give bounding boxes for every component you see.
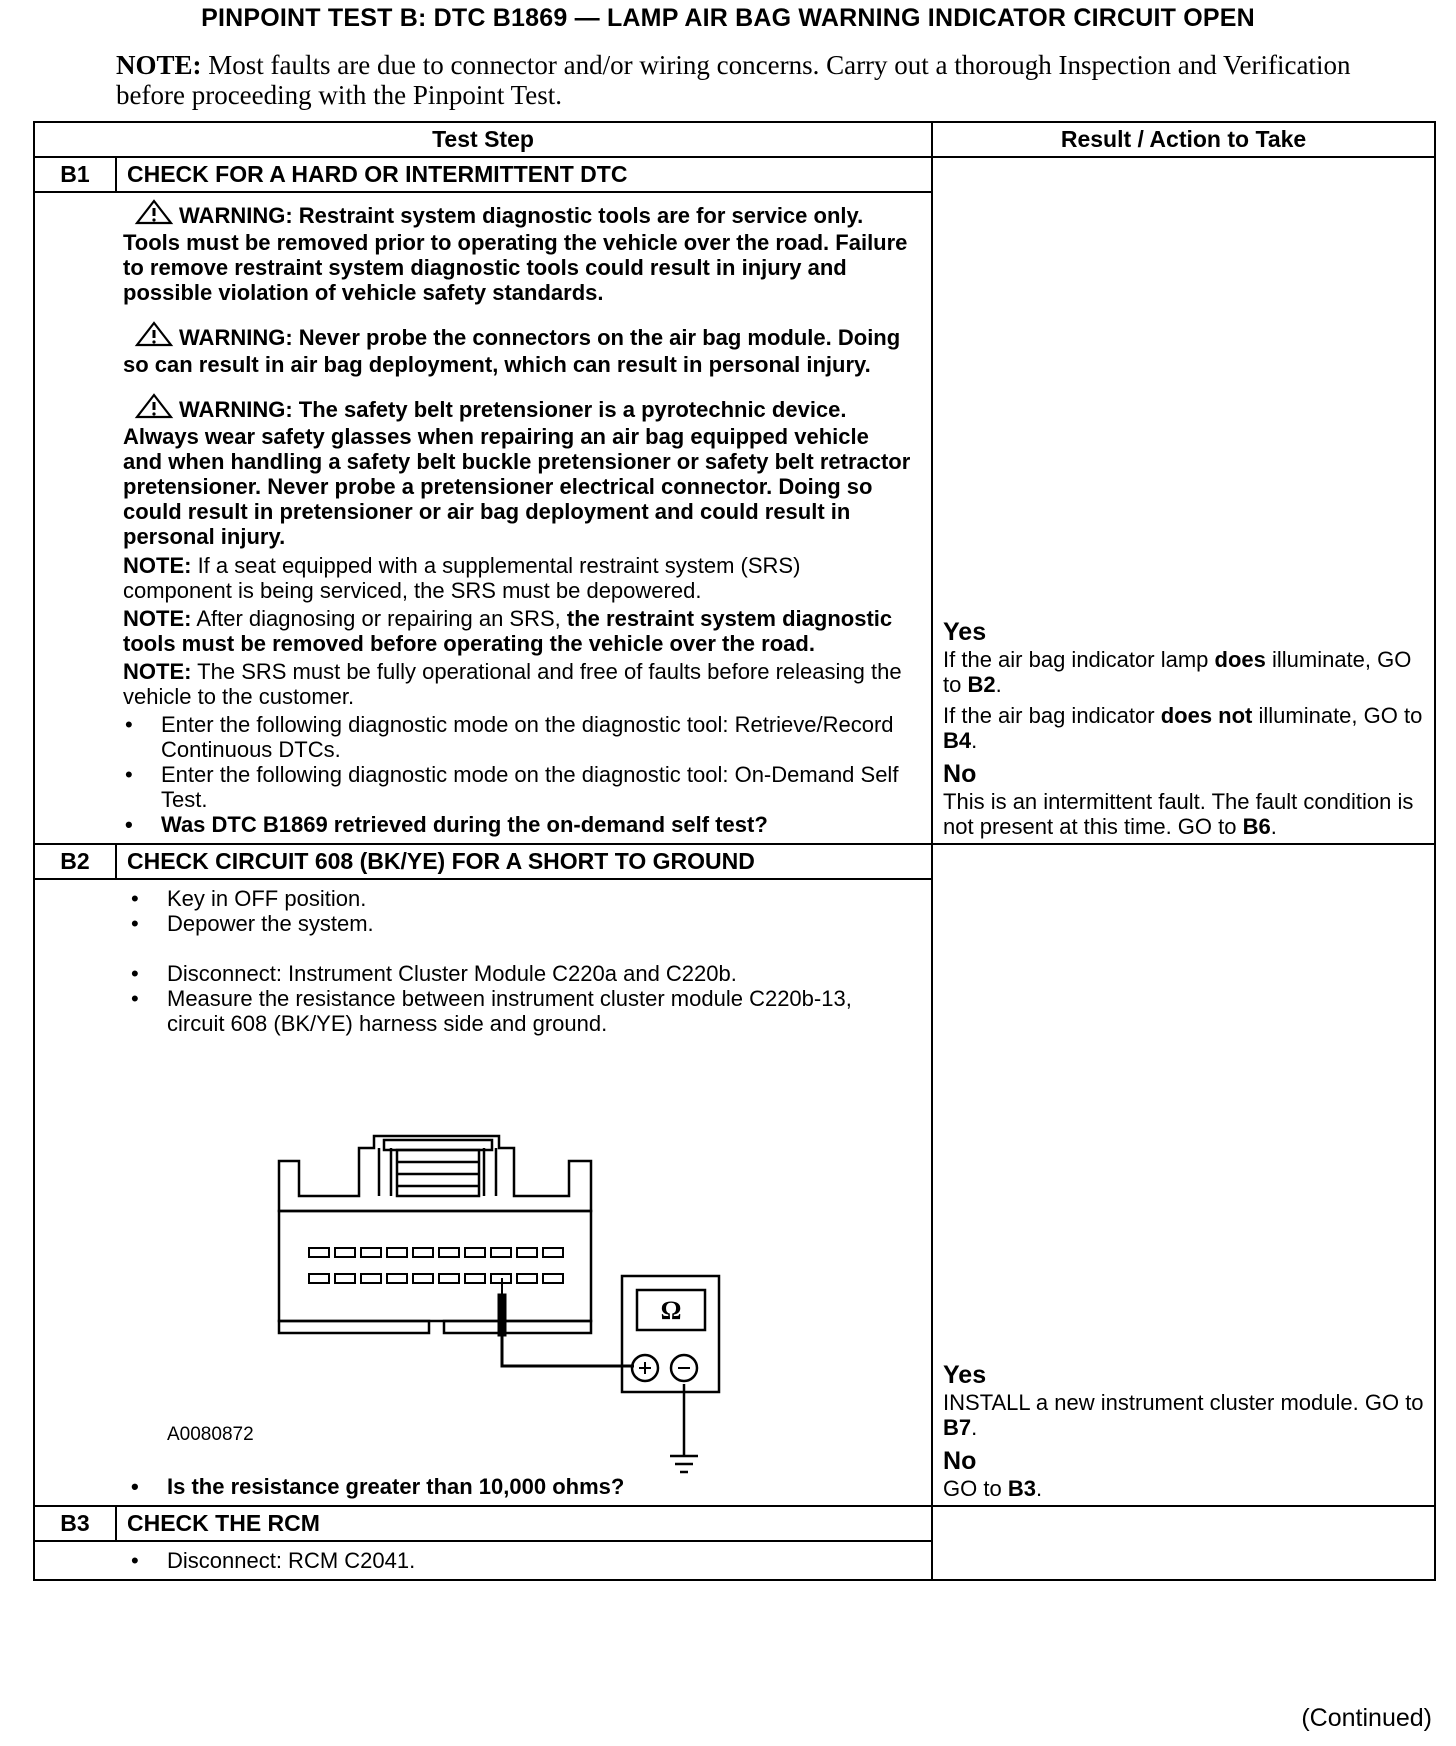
ohm-symbol: Ω [660, 1296, 682, 1325]
b1-no-label: No [943, 760, 977, 788]
b1-yes-label: Yes [943, 618, 987, 646]
connector-outline [279, 1136, 591, 1333]
b2-bullet-3: • Disconnect: Instrument Cluster Module C220a and C220b. [129, 961, 911, 986]
figure-id: A0080872 [167, 1424, 254, 1445]
b1-note-1: NOTE: If a seat equipped with a supplemental restraint system (SRS) component is being serviced, the SRS must be depowered. [123, 553, 801, 603]
step-b1-title: CHECK FOR A HARD OR INTERMITTENT DTC [116, 157, 932, 192]
intro-note [116, 50, 1416, 110]
warning-triangle-icon [135, 199, 173, 230]
b3-bullets [129, 1548, 911, 1573]
b1-yes-text-1: If the air bag indicator lamp does illuminate, GO to B2. [943, 647, 1412, 697]
connector-pins-row-1 [309, 1248, 563, 1257]
b3-bullet-1: • Disconnect: RCM C2041. [129, 1548, 911, 1573]
b1-note-3: NOTE: The SRS must be fully operational and free of faults before releasing the vehicle to the customer. [123, 659, 902, 709]
connector-pins-row-2 [309, 1274, 563, 1283]
intro-note-text: Most faults are due to connector and/or wiring concerns. Carry out a thorough Inspection and Verification before proceeding with the Pinpoint Test. [116, 50, 1351, 110]
header-test-step: Test Step [34, 122, 932, 157]
step-b3-content [34, 1541, 932, 1580]
header-result: Result / Action to Take [932, 122, 1435, 157]
b1-bullet-1: • Enter the following diagnostic mode on the diagnostic tool: Retrieve/Record Continuous DTCs. [123, 712, 911, 762]
b2-bullet-1: • Key in OFF position. [129, 886, 911, 911]
b2-bullets-c [129, 1474, 911, 1499]
continued-label: (Continued) [1301, 1704, 1432, 1732]
b2-yes-text: INSTALL a new instrument cluster module. GO to B7. [943, 1390, 1424, 1440]
b1-bullet-3: • Was DTC B1869 retrieved during the on-demand self test? [123, 812, 911, 837]
b2-bullet-2: • Depower the system. [129, 911, 911, 936]
b1-warning-2: WARNING: Never probe the connectors on the air bag module. Doing so can result in air bag deployment, which can result in personal injury. [123, 321, 911, 377]
connector-diagram [129, 1066, 911, 1416]
step-b2-title: CHECK CIRCUIT 608 (BK/YE) FOR A SHORT TO GROUND [116, 844, 932, 879]
b2-bullets-a [129, 886, 911, 936]
pinpoint-test-table [33, 121, 1436, 1581]
step-b3-result [932, 1506, 1435, 1580]
b2-yes-label: Yes [943, 1361, 987, 1389]
b2-bullet-4: • Measure the resistance between instrument cluster module C220b-13, circuit 608 (BK/YE) harness side and ground. [129, 986, 911, 1036]
b1-no-text: This is an intermittent fault. The fault condition is not present at this time. GO to B6. [943, 789, 1414, 839]
step-b1-content [34, 192, 932, 844]
b2-no-text: GO to B3. [943, 1476, 1043, 1501]
step-b2-content [34, 879, 932, 1506]
b1-warning-3: WARNING: The safety belt pretensioner is a pyrotechnic device. Always wear safety glasses when repairing an air bag equipped vehicle and when handling a safety belt buckle pretensioner or safety belt retractor pretensioner. Never probe a pretensioner electrical connector. Doing so could result in pretensioner or air bag deployment and could result in personal injury. [123, 393, 911, 549]
step-b2-result [932, 844, 1435, 1506]
b2-bullets-b [129, 961, 911, 1036]
b2-no-label: No [943, 1447, 977, 1475]
step-b2-id: B2 [34, 844, 116, 879]
ohm-meter-icon [622, 1276, 719, 1392]
step-b1-result [932, 157, 1435, 844]
step-b3-id: B3 [34, 1506, 116, 1541]
step-b3-title: CHECK THE RCM [116, 1506, 932, 1541]
b2-bullet-5: • Is the resistance greater than 10,000 ohms? [129, 1474, 911, 1499]
b1-warning-1: WARNING: Restraint system diagnostic tools are for service only. Tools must be removed prior to operating the vehicle over the road. Failure to remove restraint system diagnostic tools could result in injury and possible violation of vehicle safety standards. [123, 199, 911, 305]
warning-triangle-icon [135, 321, 173, 352]
warning-triangle-icon [135, 393, 173, 424]
step-b1-id: B1 [34, 157, 116, 192]
page-title: PINPOINT TEST B: DTC B1869 — LAMP AIR BAG WARNING INDICATOR CIRCUIT OPEN [201, 4, 1255, 32]
b1-bullet-2: • Enter the following diagnostic mode on the diagnostic tool: On-Demand Self Test. [123, 762, 911, 812]
b1-yes-text-2: If the air bag indicator does not illuminate, GO to B4. [943, 703, 1423, 753]
b1-note-2: NOTE: After diagnosing or repairing an SRS, the restraint system diagnostic tools must be removed before operating the vehicle over the road. [123, 606, 893, 656]
b1-bullets [123, 712, 911, 837]
intro-note-label: NOTE: [116, 50, 202, 80]
